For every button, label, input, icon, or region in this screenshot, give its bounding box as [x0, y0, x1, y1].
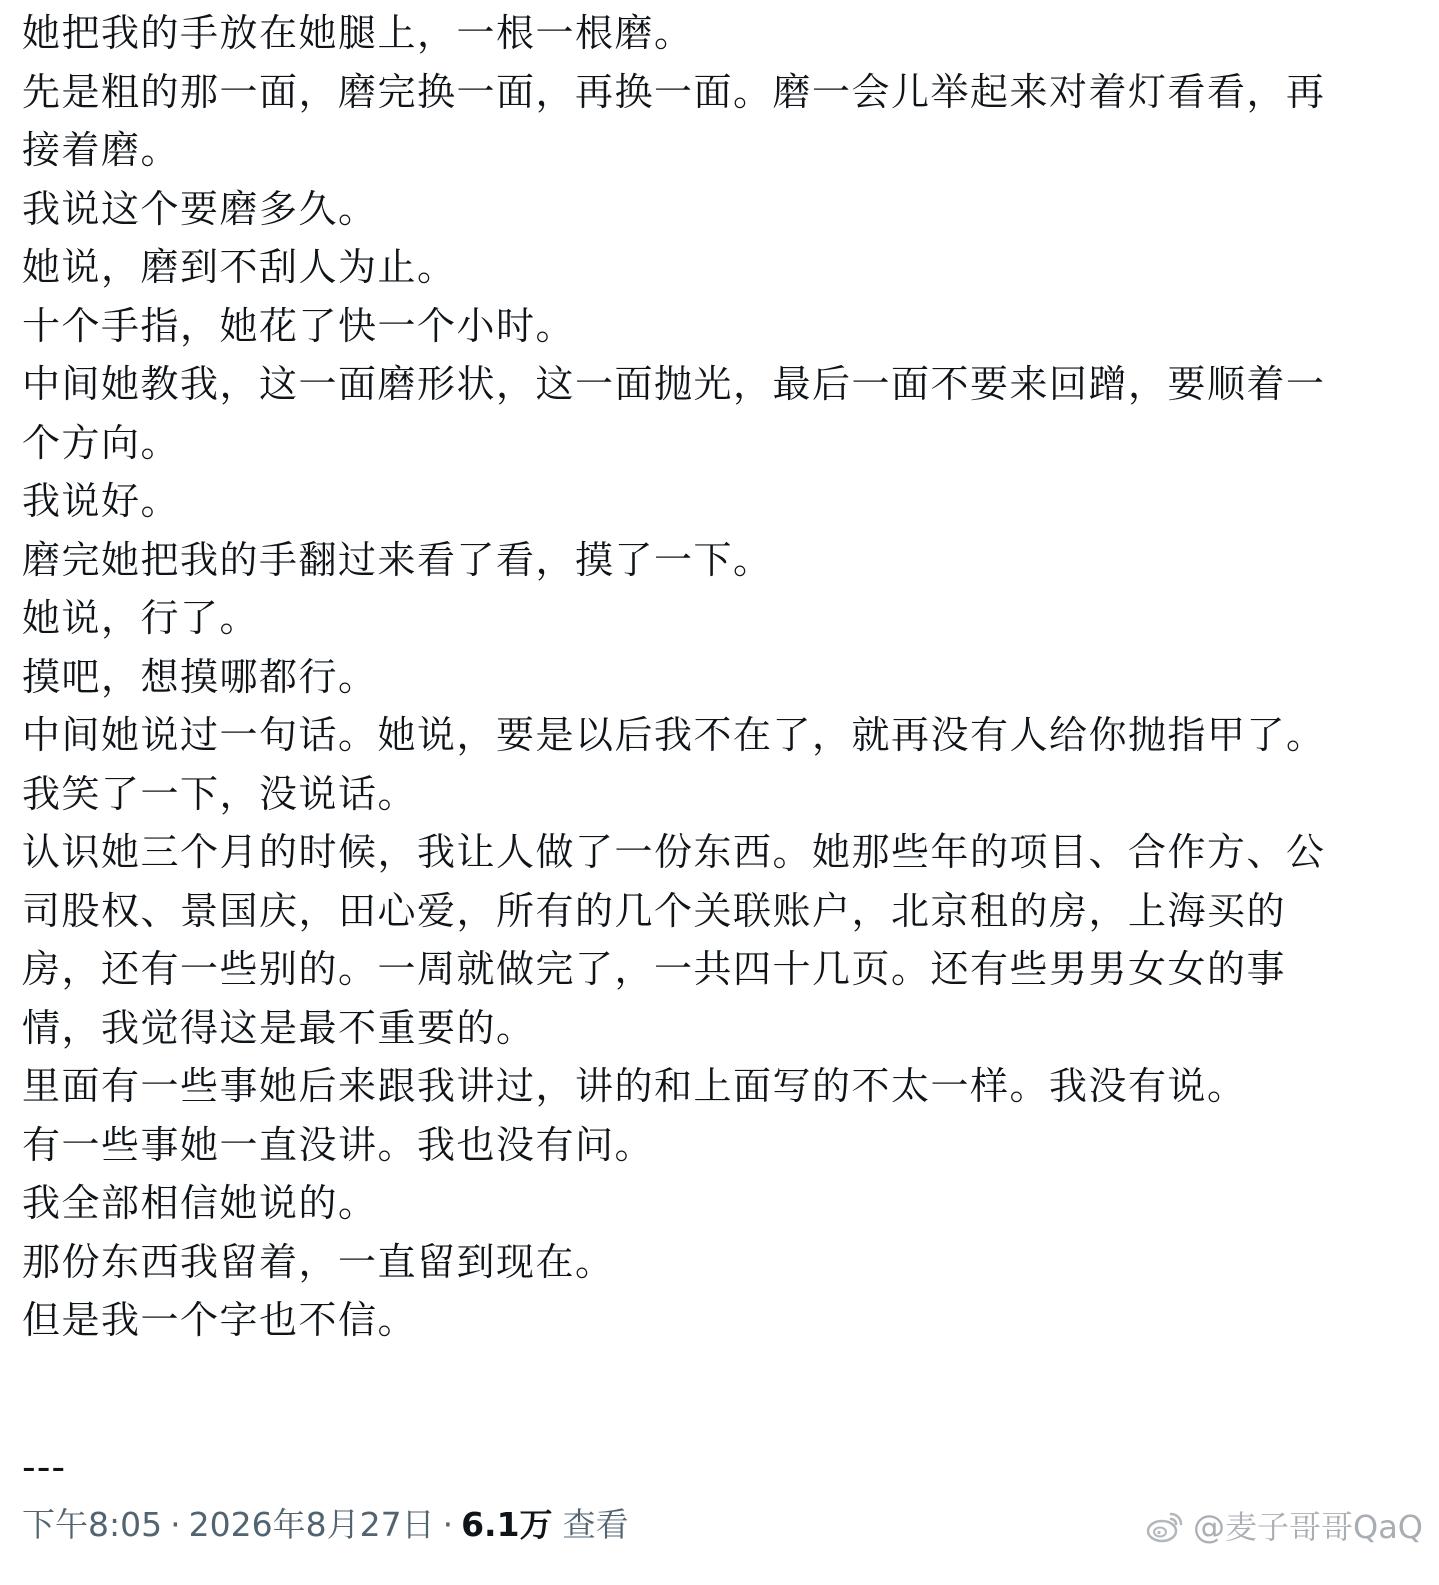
post-time[interactable]: 下午8:05: [22, 1505, 163, 1544]
post-line: 中间她教我，这一面磨形状，这一面抛光，最后一面不要来回蹭，要顺着一: [22, 362, 1326, 406]
views-count[interactable]: 6.1万: [461, 1505, 553, 1544]
post-line: 司股权、景国庆，田心爱，所有的几个关联账户，北京租的房，上海买的: [22, 888, 1287, 933]
post-line: 但是我一个字也不信。: [22, 1298, 418, 1342]
post-line: 我说这个要磨多久。: [22, 186, 378, 231]
watermark: [1145, 1505, 1423, 1549]
post-line: 她说，行了。: [22, 596, 260, 640]
post-line: 接着磨。: [22, 128, 181, 172]
weibo-icon: [1145, 1510, 1185, 1544]
post-text: [22, 4, 1412, 1350]
post-line: 磨完她把我的手翻过来看了看，摸了一下。: [22, 537, 773, 582]
post-line: 先是粗的那一面，磨完换一面，再换一面。磨一会儿举起来对着灯看看，再: [22, 69, 1326, 114]
watermark-text: @麦子哥哥QaQ: [1193, 1508, 1423, 1546]
post-line: 那份东西我留着，一直留到现在。: [22, 1239, 615, 1284]
post-line: 房，还有一些别的。一周就做完了，一共四十几页。还有些男男女女的事: [22, 947, 1287, 991]
post-divider: ---: [22, 1444, 67, 1489]
post-line: 我说好。: [22, 479, 181, 523]
post-line: 我全部相信她说的。: [22, 1181, 378, 1225]
post-line: 个方向。: [22, 420, 181, 465]
post-meta: [22, 1503, 629, 1547]
post-line: 她说，磨到不刮人为止。: [22, 245, 457, 289]
post-body: [22, 4, 1412, 1496]
post-line: 我笑了一下，没说话。: [22, 771, 418, 816]
post-line: 她把我的手放在她腿上，一根一根磨。: [22, 11, 694, 55]
post-line: 里面有一些事她后来跟我讲过，讲的和上面写的不太一样。我没有说。: [22, 1064, 1247, 1108]
post-line: 情，我觉得这是最不重要的。: [22, 1005, 536, 1050]
post-line: 十个手指，她花了快一个小时。: [22, 303, 576, 348]
post-line: 认识她三个月的时候，我让人做了一份东西。她那些年的项目、合作方、公: [22, 830, 1326, 874]
post-line: 中间她说过一句话。她说，要是以后我不在了，就再没有人给你抛指甲了。: [22, 713, 1326, 757]
post-date[interactable]: 2026年8月27日: [188, 1505, 435, 1544]
views-label[interactable]: 查看: [562, 1505, 629, 1544]
post-line: 有一些事她一直没讲。我也没有问。: [22, 1122, 655, 1167]
post-line: 摸吧，想摸哪都行。: [22, 654, 378, 699]
post-spacer: [22, 1350, 1412, 1408]
meta-separator: ·: [170, 1505, 181, 1544]
meta-separator: ·: [442, 1505, 454, 1544]
